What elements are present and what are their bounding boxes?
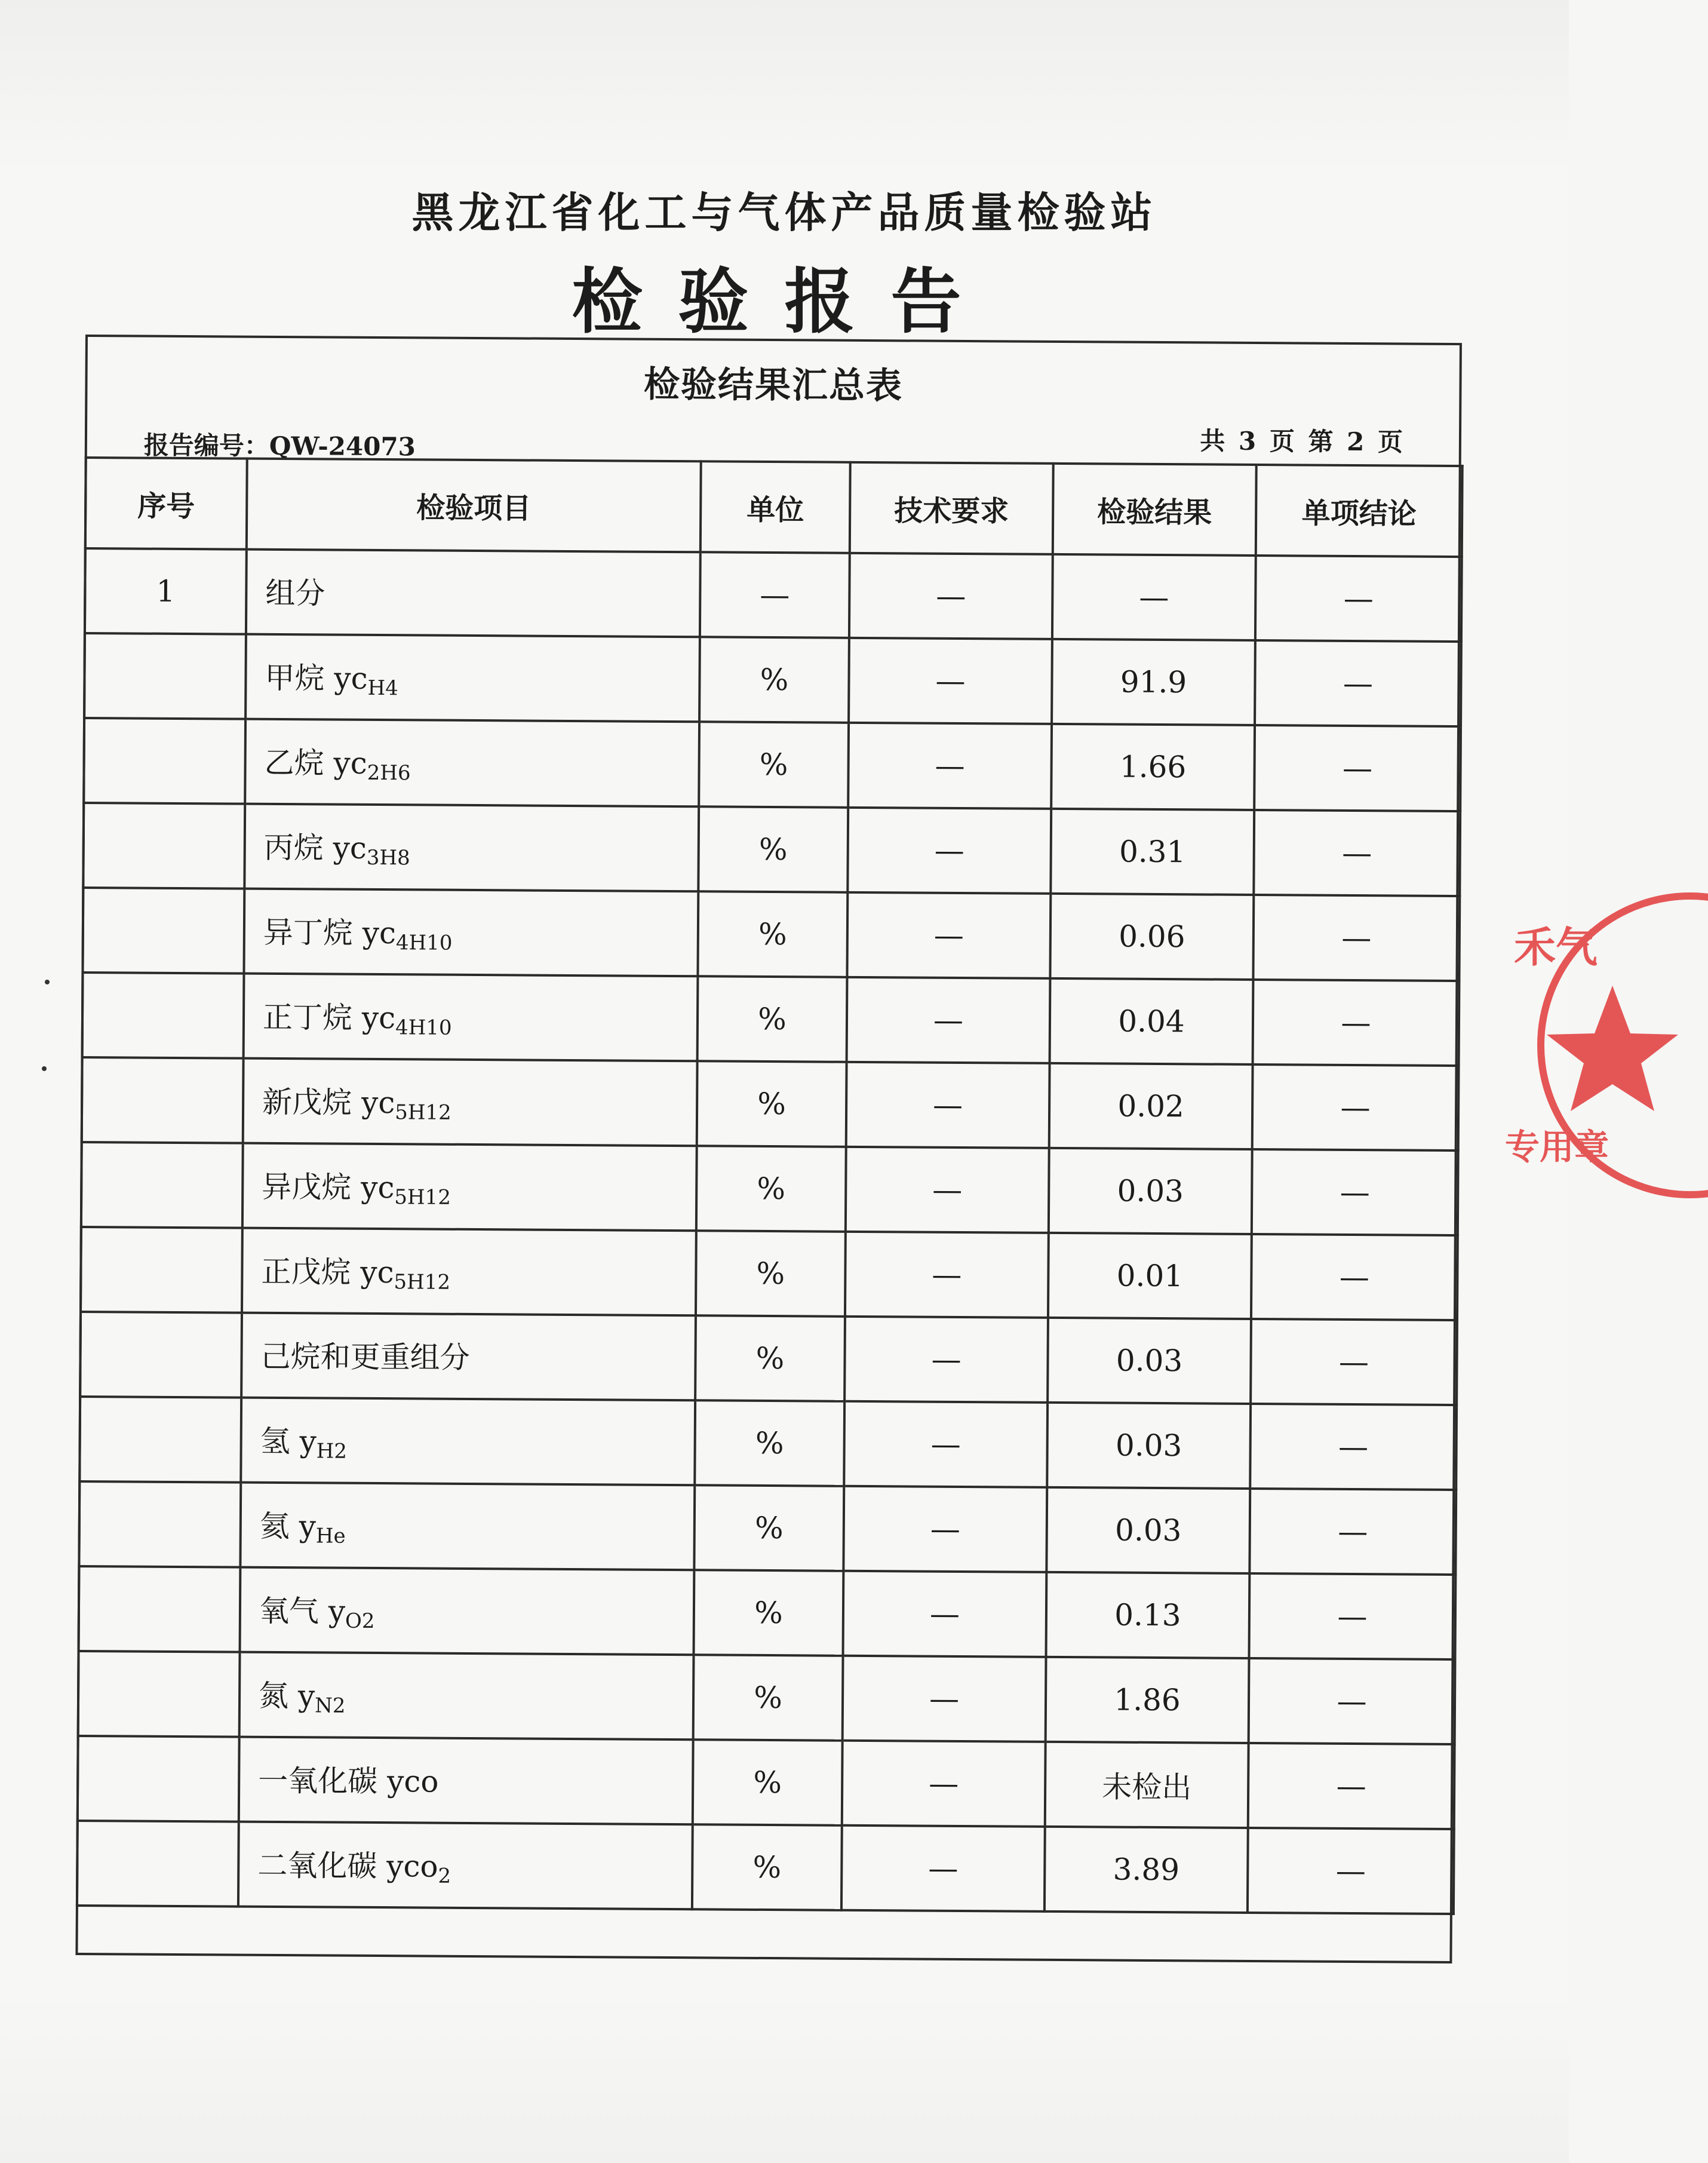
cell-item bbox=[239, 1737, 693, 1825]
cell-requirement: — bbox=[842, 1741, 1046, 1827]
cell-requirement: — bbox=[847, 977, 1050, 1063]
item-label: 二氧化碳 yco bbox=[257, 1848, 438, 1884]
cell-result: 0.03 bbox=[1046, 1487, 1250, 1573]
cell-unit: % bbox=[698, 976, 847, 1062]
cell-item bbox=[238, 1822, 693, 1910]
cell-seq bbox=[78, 1651, 240, 1737]
cell-result: 0.03 bbox=[1049, 1148, 1252, 1234]
table-row bbox=[79, 1397, 1457, 1490]
item-subscript: N2 bbox=[315, 1693, 346, 1718]
cell-unit: % bbox=[693, 1655, 843, 1741]
cell-conclusion: — bbox=[1248, 1743, 1455, 1829]
cell-unit: % bbox=[699, 637, 849, 723]
item-subscript: 5H12 bbox=[394, 1185, 451, 1210]
table-caption: 检验结果汇总表 bbox=[643, 363, 904, 407]
cell-seq bbox=[81, 1142, 243, 1228]
cell-seq bbox=[81, 1227, 242, 1313]
cell-result: 0.03 bbox=[1047, 1318, 1251, 1404]
cell-seq bbox=[79, 1566, 241, 1652]
cell-result: 未检出 bbox=[1045, 1742, 1249, 1828]
organization-name: 黑龙江省化工与气体产品质量检验站 bbox=[411, 188, 1157, 237]
cell-item bbox=[242, 1228, 696, 1316]
item-label: 新戊烷 yc bbox=[262, 1084, 395, 1121]
cell-unit: % bbox=[698, 806, 848, 892]
cell-seq bbox=[78, 1736, 239, 1822]
table-row bbox=[82, 1057, 1459, 1150]
item-subscript: 2 bbox=[438, 1864, 451, 1888]
cell-requirement: — bbox=[844, 1401, 1047, 1487]
cell-conclusion: — bbox=[1252, 1149, 1458, 1235]
item-subscript: 4H10 bbox=[395, 1015, 452, 1040]
cell-seq bbox=[84, 633, 246, 719]
cell-seq bbox=[80, 1312, 242, 1398]
cell-seq bbox=[79, 1397, 241, 1483]
cell-conclusion: — bbox=[1249, 1573, 1456, 1659]
cell-requirement: — bbox=[843, 1486, 1047, 1572]
cell-item bbox=[243, 1059, 698, 1146]
cell-conclusion: — bbox=[1254, 810, 1460, 896]
item-label: 组分 bbox=[265, 575, 325, 611]
cell-requirement: — bbox=[845, 1232, 1049, 1318]
cell-unit: % bbox=[695, 1315, 845, 1401]
table-row bbox=[77, 1821, 1454, 1914]
cell-unit: % bbox=[698, 891, 847, 977]
cell-item bbox=[240, 1483, 695, 1570]
cell-result: 3.89 bbox=[1045, 1827, 1248, 1913]
item-subscript: 4H10 bbox=[395, 931, 453, 955]
item-label: 氧气 y bbox=[259, 1593, 346, 1629]
cell-seq: 1 bbox=[85, 548, 247, 634]
table-row bbox=[82, 888, 1460, 981]
stamp-text-bottom: 专用章 bbox=[1505, 1127, 1609, 1167]
item-subscript: He bbox=[315, 1524, 346, 1548]
cell-item bbox=[246, 550, 701, 637]
item-subscript: 5H12 bbox=[394, 1270, 451, 1294]
cell-requirement: — bbox=[843, 1656, 1046, 1742]
cell-unit: — bbox=[700, 552, 850, 638]
cell-result: 0.31 bbox=[1050, 809, 1254, 895]
cell-result: 0.06 bbox=[1050, 894, 1254, 980]
cell-unit: % bbox=[699, 722, 849, 808]
item-label: 氢 y bbox=[260, 1423, 317, 1459]
stamp-star-icon bbox=[1547, 986, 1678, 1111]
results-table bbox=[76, 456, 1464, 1915]
item-label: 氮 y bbox=[258, 1678, 315, 1714]
cell-conclusion: — bbox=[1252, 1064, 1459, 1150]
cell-unit: % bbox=[695, 1400, 844, 1486]
table-row bbox=[80, 1312, 1457, 1405]
cell-conclusion: — bbox=[1251, 1319, 1457, 1405]
cell-requirement: — bbox=[847, 808, 1051, 894]
cell-item bbox=[244, 974, 698, 1061]
red-seal-stamp bbox=[1493, 878, 1708, 1213]
cell-conclusion: — bbox=[1255, 640, 1461, 726]
table-row bbox=[84, 718, 1461, 811]
cell-unit: % bbox=[696, 1146, 846, 1232]
table-row bbox=[78, 1736, 1455, 1829]
cell-result: 0.02 bbox=[1049, 1063, 1253, 1149]
cell-result: 1.86 bbox=[1046, 1657, 1249, 1743]
cell-item bbox=[244, 889, 698, 977]
cell-conclusion: — bbox=[1255, 556, 1462, 642]
cell-requirement: — bbox=[846, 1062, 1050, 1148]
item-label: 正戊烷 yc bbox=[261, 1254, 394, 1290]
cell-item bbox=[241, 1313, 696, 1401]
cell-requirement: — bbox=[841, 1825, 1045, 1912]
cell-unit: % bbox=[693, 1739, 843, 1825]
cell-item bbox=[239, 1652, 694, 1740]
cell-conclusion: — bbox=[1253, 895, 1460, 981]
column-header-conclusion: 单项结论 bbox=[1256, 465, 1463, 557]
cell-seq bbox=[83, 803, 245, 889]
cell-conclusion: — bbox=[1249, 1658, 1455, 1744]
item-label: 异丁烷 yc bbox=[263, 915, 397, 951]
cell-item bbox=[245, 634, 700, 722]
table-row bbox=[79, 1566, 1456, 1659]
page-indicator: 共 3 页 第 2 页 bbox=[1200, 426, 1406, 457]
item-label: 甲烷 yc bbox=[265, 660, 368, 696]
item-label: 氦 y bbox=[259, 1508, 317, 1544]
cell-seq bbox=[84, 718, 245, 804]
cell-result: 91.9 bbox=[1052, 639, 1255, 725]
cell-requirement: — bbox=[847, 892, 1050, 978]
table-row bbox=[79, 1481, 1456, 1575]
cell-item bbox=[240, 1567, 695, 1655]
item-subscript: 5H12 bbox=[395, 1100, 451, 1125]
item-label: 一氧化碳 yco bbox=[258, 1763, 439, 1799]
column-header-result: 检验结果 bbox=[1053, 464, 1257, 556]
item-label: 乙烷 yc bbox=[264, 745, 367, 781]
table-header-row bbox=[85, 458, 1463, 557]
column-header-seq: 序号 bbox=[85, 458, 247, 550]
cell-result: 1.66 bbox=[1051, 724, 1255, 810]
column-header-requirement: 技术要求 bbox=[850, 462, 1053, 554]
cell-item bbox=[244, 804, 699, 892]
item-subscript: O2 bbox=[345, 1609, 375, 1633]
cell-requirement: — bbox=[843, 1571, 1047, 1657]
cell-conclusion: — bbox=[1248, 1828, 1454, 1914]
cell-item bbox=[242, 1143, 697, 1231]
cell-seq bbox=[77, 1821, 239, 1907]
item-label: 异戊烷 yc bbox=[262, 1169, 395, 1205]
results-frame bbox=[75, 335, 1462, 1963]
table-row bbox=[78, 1651, 1455, 1744]
item-subscript: H4 bbox=[367, 676, 398, 701]
scan-speck bbox=[45, 980, 50, 984]
item-label: 正丁烷 yc bbox=[262, 999, 396, 1036]
cell-unit: % bbox=[694, 1485, 844, 1571]
item-subscript: 3H8 bbox=[366, 845, 410, 870]
scan-speck bbox=[42, 1066, 47, 1071]
cell-conclusion: — bbox=[1249, 1489, 1456, 1575]
cell-seq bbox=[79, 1481, 241, 1567]
table-row bbox=[83, 803, 1460, 896]
cell-unit: % bbox=[692, 1824, 842, 1910]
cell-unit: % bbox=[696, 1231, 846, 1317]
cell-conclusion: — bbox=[1250, 1404, 1457, 1490]
column-header-unit: 单位 bbox=[701, 461, 850, 553]
cell-requirement: — bbox=[848, 723, 1052, 809]
cell-unit: % bbox=[697, 1061, 847, 1147]
cell-conclusion: — bbox=[1253, 980, 1460, 1066]
table-row bbox=[81, 1142, 1458, 1235]
cell-result: 0.13 bbox=[1046, 1572, 1250, 1658]
cell-conclusion: — bbox=[1251, 1234, 1458, 1320]
cell-item bbox=[241, 1398, 695, 1486]
stamp-text-top: 禾气 bbox=[1514, 923, 1598, 972]
cell-result: 0.01 bbox=[1048, 1233, 1252, 1319]
table-row bbox=[82, 972, 1460, 1066]
item-label: 己烷和更重组分 bbox=[260, 1339, 470, 1375]
report-number: 报告编号：QW-24073 bbox=[143, 430, 416, 462]
item-label: 丙烷 yc bbox=[263, 830, 367, 866]
cell-result: — bbox=[1052, 554, 1256, 640]
cell-requirement: — bbox=[849, 553, 1053, 639]
cell-item bbox=[245, 719, 699, 807]
column-header-item: 检验项目 bbox=[247, 459, 701, 553]
cell-seq bbox=[82, 972, 244, 1059]
table-row bbox=[85, 548, 1462, 642]
table-row bbox=[81, 1227, 1458, 1320]
cell-requirement: — bbox=[844, 1317, 1048, 1403]
cell-seq bbox=[82, 1057, 244, 1143]
cell-requirement: — bbox=[846, 1147, 1049, 1233]
cell-result: 0.04 bbox=[1050, 978, 1254, 1064]
item-subscript: H2 bbox=[316, 1439, 348, 1464]
table-row bbox=[84, 633, 1461, 726]
cell-requirement: — bbox=[849, 638, 1052, 724]
cell-result: 0.03 bbox=[1047, 1403, 1251, 1489]
cell-seq bbox=[82, 888, 244, 974]
report-title: 检验报告 bbox=[572, 260, 997, 343]
cell-unit: % bbox=[694, 1570, 844, 1656]
cell-conclusion: — bbox=[1254, 725, 1461, 811]
item-subscript: 2H6 bbox=[367, 760, 411, 786]
